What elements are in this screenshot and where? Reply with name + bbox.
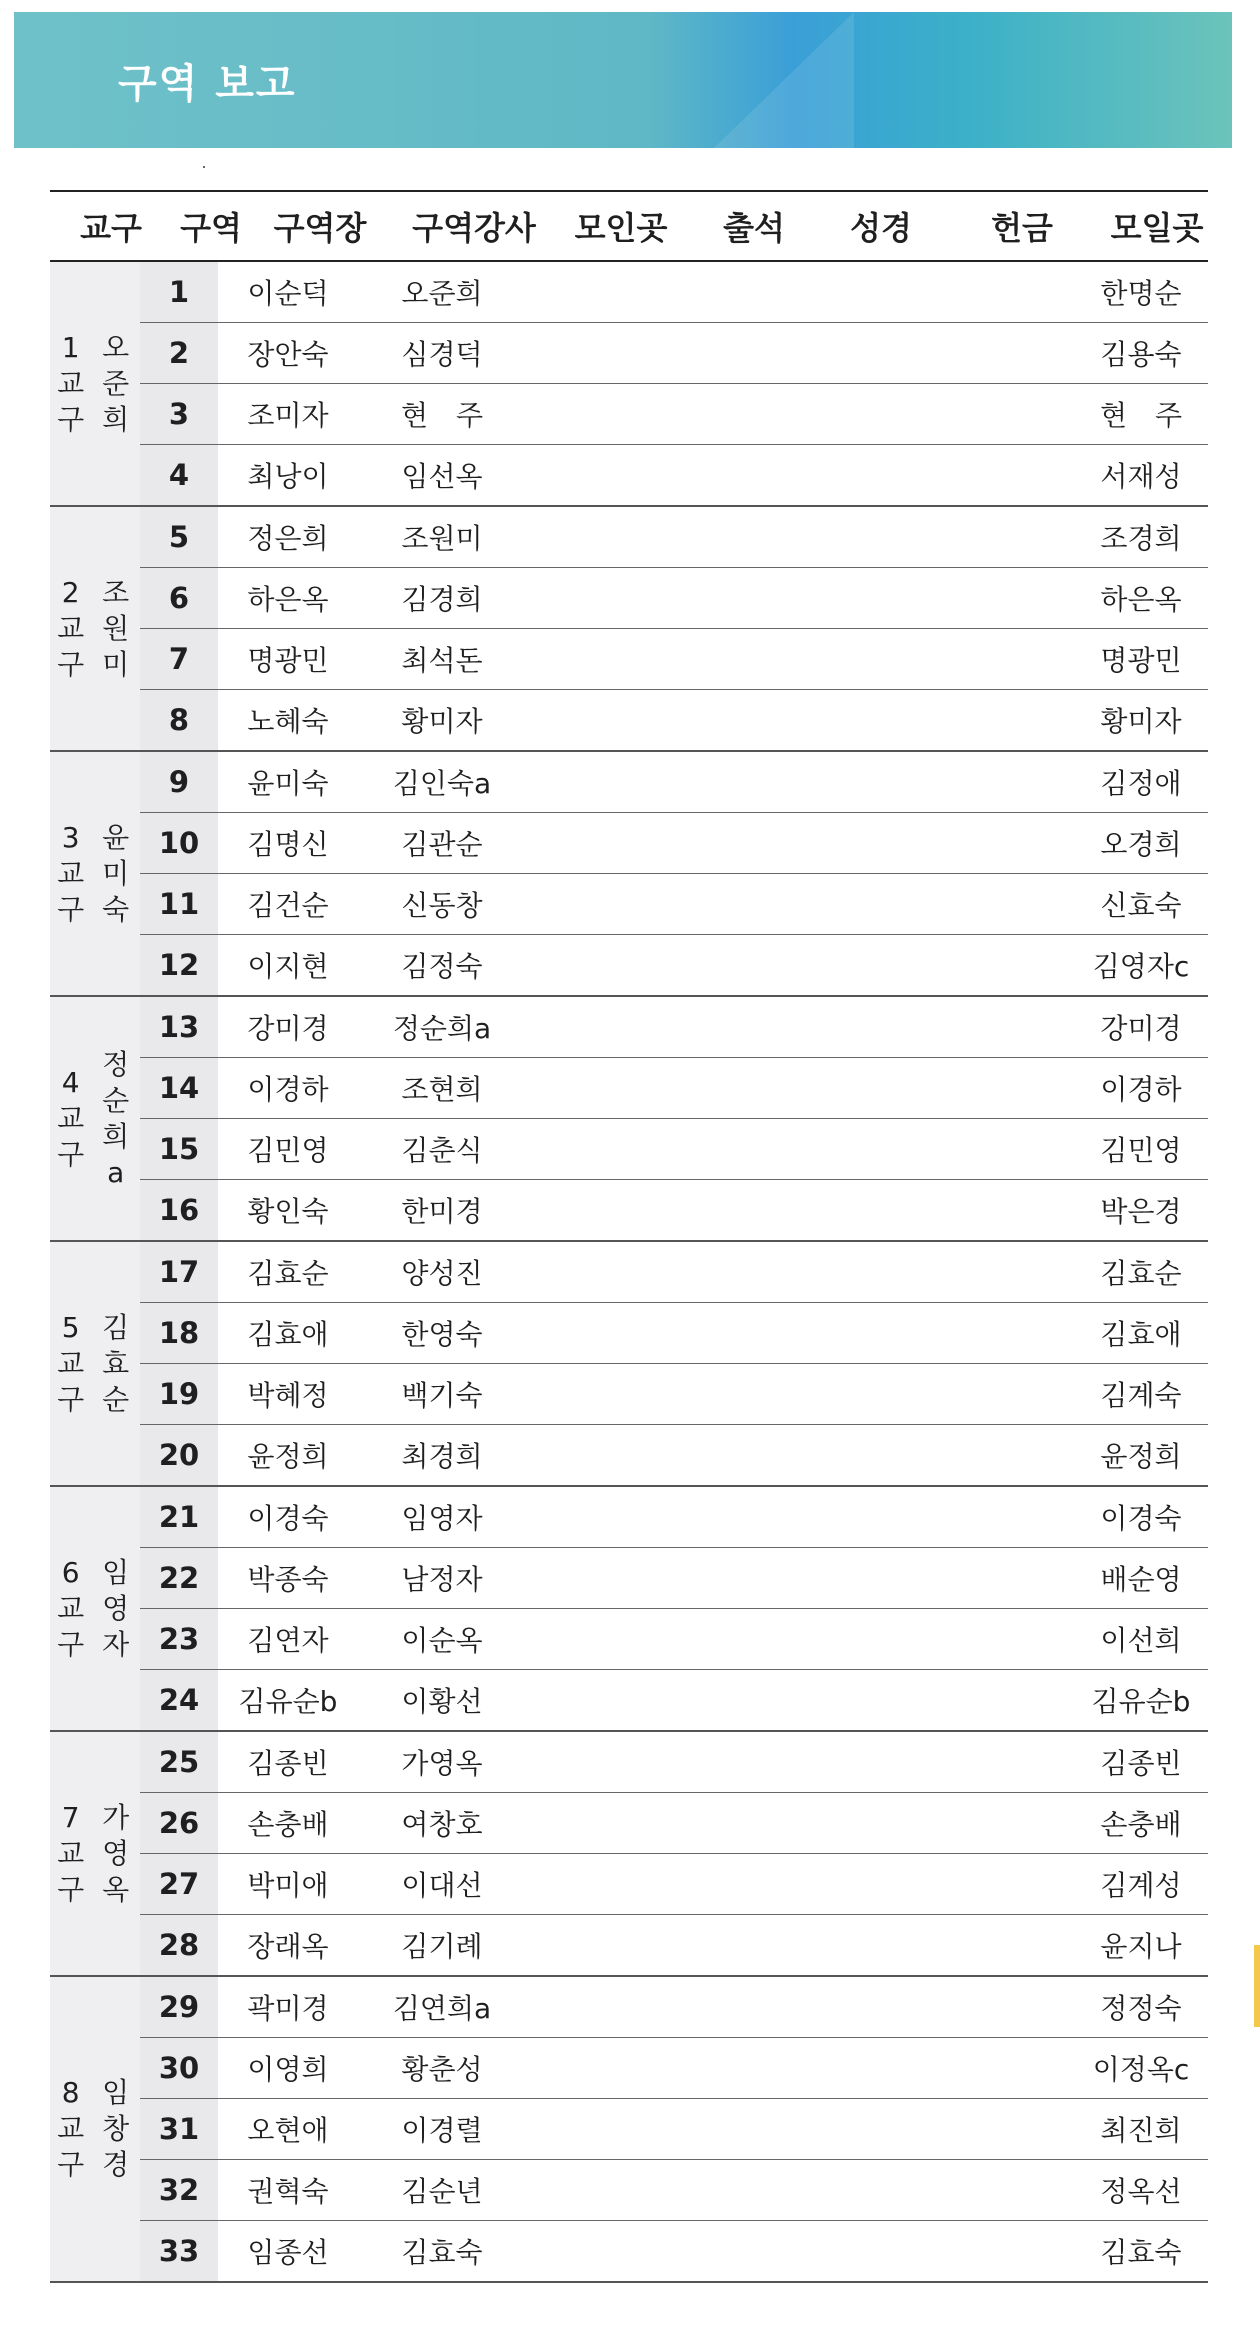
district-lecturer: 심경덕 xyxy=(401,338,483,371)
district-leader: 윤미숙 xyxy=(247,767,329,800)
parish-group xyxy=(50,1732,1208,1977)
district-number: 26 xyxy=(140,1793,218,1853)
district-lecturer: 황미자 xyxy=(401,705,483,738)
district-number: 33 xyxy=(140,2221,218,2281)
district-number: 12 xyxy=(140,935,218,995)
district-number: 30 xyxy=(140,2038,218,2098)
district-lecturer: 신동창 xyxy=(401,889,483,922)
next-meeting-place: 손충배 xyxy=(1100,1808,1182,1841)
table-body xyxy=(50,262,1208,2283)
parish-group xyxy=(50,1242,1208,1487)
header-lecturer: 구역강사 xyxy=(412,209,536,247)
next-meeting-place: 명광민 xyxy=(1100,644,1182,677)
table-row xyxy=(140,1793,1208,1854)
next-meeting-place: 이선희 xyxy=(1100,1624,1182,1657)
table-row xyxy=(140,935,1208,995)
district-lecturer: 조원미 xyxy=(401,522,483,555)
district-lecturer: 김경희 xyxy=(401,583,483,616)
pastor-char: 영 xyxy=(102,1836,130,1870)
table-row xyxy=(140,1180,1208,1240)
stray-dot xyxy=(203,166,205,168)
table-row xyxy=(140,874,1208,935)
pastor-label xyxy=(91,997,140,1240)
district-lecturer: 이경렬 xyxy=(401,2114,483,2147)
pastor-char: 미 xyxy=(102,856,130,890)
table-header xyxy=(50,192,1208,262)
next-meeting-place: 신효숙 xyxy=(1100,889,1182,922)
next-meeting-place: 서재성 xyxy=(1100,460,1182,493)
district-rows xyxy=(140,262,1208,505)
district-leader: 강미경 xyxy=(247,1012,329,1045)
table-row xyxy=(140,1670,1208,1730)
next-meeting-place: 이경하 xyxy=(1100,1073,1182,1106)
table-row xyxy=(140,507,1208,568)
parish-char: 6 xyxy=(61,1555,80,1589)
district-number: 24 xyxy=(140,1670,218,1730)
parish-group xyxy=(50,262,1208,507)
district-number: 9 xyxy=(140,752,218,812)
district-rows xyxy=(140,752,1208,995)
parish-char: 구 xyxy=(57,1872,85,1906)
district-lecturer: 여창호 xyxy=(401,1808,483,1841)
next-meeting-place: 정옥선 xyxy=(1100,2175,1182,2208)
next-meeting-place: 김정애 xyxy=(1100,767,1182,800)
district-lecturer: 임선옥 xyxy=(401,460,483,493)
district-lecturer: 한영숙 xyxy=(401,1318,483,1351)
next-meeting-place: 김영자c xyxy=(1092,950,1190,983)
district-number: 2 xyxy=(140,323,218,383)
district-number: 27 xyxy=(140,1854,218,1914)
district-lecturer: 이순옥 xyxy=(401,1624,483,1657)
next-meeting-place: 김계숙 xyxy=(1100,1379,1182,1412)
parish-group xyxy=(50,1487,1208,1732)
table-row xyxy=(140,2038,1208,2099)
next-meeting-place: 하은옥 xyxy=(1100,583,1182,616)
district-leader: 이영희 xyxy=(247,2053,329,2086)
district-number: 23 xyxy=(140,1609,218,1669)
district-leader: 권혁숙 xyxy=(247,2175,329,2208)
district-lecturer: 김효숙 xyxy=(401,2236,483,2269)
district-lecturer: 현 주 xyxy=(400,399,484,432)
table-row xyxy=(140,1854,1208,1915)
parish-group xyxy=(50,752,1208,997)
pastor-char: 영 xyxy=(102,1591,130,1625)
district-number: 29 xyxy=(140,1977,218,2037)
parish-char: 3 xyxy=(61,820,80,854)
pastor-label xyxy=(91,1977,140,2281)
district-lecturer: 한미경 xyxy=(401,1195,483,1228)
table-row xyxy=(140,1303,1208,1364)
header-parish: 교구 xyxy=(80,209,142,247)
table-row xyxy=(140,1548,1208,1609)
district-number: 10 xyxy=(140,813,218,873)
table-row xyxy=(140,2099,1208,2160)
district-leader: 손충배 xyxy=(247,1808,329,1841)
next-meeting-place: 한명순 xyxy=(1100,277,1182,310)
table-row xyxy=(140,1242,1208,1303)
district-lecturer: 임영자 xyxy=(401,1502,483,1535)
header-bible: 성경 xyxy=(850,209,912,247)
pastor-label xyxy=(91,507,140,750)
pastor-char: a xyxy=(107,1155,125,1189)
pastor-char: 희 xyxy=(102,402,130,436)
next-meeting-place: 현 주 xyxy=(1099,399,1183,432)
district-lecturer: 조현희 xyxy=(401,1073,483,1106)
district-number: 25 xyxy=(140,1732,218,1792)
pastor-char: 옥 xyxy=(102,1872,130,1906)
next-meeting-place: 오경희 xyxy=(1100,828,1182,861)
parish-char: 교 xyxy=(57,856,85,890)
parish-group xyxy=(50,997,1208,1242)
district-leader: 하은옥 xyxy=(247,583,329,616)
district-rows xyxy=(140,997,1208,1240)
parish-char: 교 xyxy=(57,1591,85,1625)
parish-char: 교 xyxy=(57,1836,85,1870)
district-leader: 박미애 xyxy=(247,1869,329,1902)
table-row xyxy=(140,1915,1208,1975)
district-number: 31 xyxy=(140,2099,218,2159)
table-row xyxy=(140,1487,1208,1548)
district-lecturer: 최경희 xyxy=(401,1440,483,1473)
pastor-char: 순 xyxy=(102,1083,130,1117)
header-next-place: 모일곳 xyxy=(1110,209,1204,247)
district-rows xyxy=(140,1977,1208,2281)
next-meeting-place: 김용숙 xyxy=(1100,338,1182,371)
district-number: 5 xyxy=(140,507,218,567)
pastor-label xyxy=(91,1732,140,1975)
pastor-char: 경 xyxy=(102,2148,130,2181)
district-lecturer: 김정숙 xyxy=(401,950,483,983)
district-leader: 장래옥 xyxy=(247,1930,329,1963)
pastor-label xyxy=(91,1487,140,1730)
district-lecturer: 김관순 xyxy=(401,828,483,861)
table-row xyxy=(140,384,1208,445)
parish-char: 1 xyxy=(61,330,80,364)
parish-char: 구 xyxy=(57,1382,85,1416)
parish-char: 교 xyxy=(57,1101,85,1135)
pastor-label xyxy=(91,752,140,995)
pastor-char: 미 xyxy=(102,647,130,681)
page-title: 구역 보고 xyxy=(118,61,297,107)
next-meeting-place: 윤정희 xyxy=(1100,1440,1182,1473)
table-row xyxy=(140,1364,1208,1425)
district-leader: 김유순b xyxy=(238,1685,338,1718)
parish-label xyxy=(50,1977,91,2281)
pastor-char: 임 xyxy=(102,2076,130,2109)
district-number: 17 xyxy=(140,1242,218,1302)
district-leader: 윤정희 xyxy=(247,1440,329,1473)
parish-char: 구 xyxy=(57,1627,85,1661)
district-number: 3 xyxy=(140,384,218,444)
district-report-table xyxy=(50,190,1208,2283)
next-meeting-place: 김효숙 xyxy=(1100,2236,1182,2269)
parish-char: 구 xyxy=(57,892,85,926)
district-number: 28 xyxy=(140,1915,218,1975)
district-leader: 김건순 xyxy=(247,889,329,922)
district-number: 13 xyxy=(140,997,218,1057)
pastor-char: 숙 xyxy=(102,892,130,926)
parish-label xyxy=(50,752,91,995)
table-row xyxy=(140,1609,1208,1670)
next-meeting-place: 강미경 xyxy=(1100,1012,1182,1045)
district-number: 7 xyxy=(140,629,218,689)
next-meeting-place: 이정옥c xyxy=(1092,2053,1190,2086)
district-number: 6 xyxy=(140,568,218,628)
next-meeting-place: 박은경 xyxy=(1100,1195,1182,1228)
next-meeting-place: 김종빈 xyxy=(1100,1747,1182,1780)
district-leader: 김효애 xyxy=(247,1318,329,1351)
district-leader: 박혜정 xyxy=(247,1379,329,1412)
district-lecturer: 최석돈 xyxy=(401,644,483,677)
district-leader: 김효순 xyxy=(247,1257,329,1290)
district-rows xyxy=(140,1242,1208,1485)
district-number: 19 xyxy=(140,1364,218,1424)
district-lecturer: 정순희a xyxy=(392,1012,492,1045)
next-meeting-place: 김효순 xyxy=(1100,1257,1182,1290)
pastor-char: 자 xyxy=(102,1627,130,1661)
next-meeting-place: 김계성 xyxy=(1100,1869,1182,1902)
next-meeting-place: 최진희 xyxy=(1100,2114,1182,2147)
district-leader: 최낭이 xyxy=(247,460,329,493)
next-meeting-place: 윤지나 xyxy=(1100,1930,1182,1963)
district-number: 8 xyxy=(140,690,218,750)
district-leader: 김명신 xyxy=(247,828,329,861)
district-lecturer: 가영옥 xyxy=(401,1747,483,1780)
parish-char: 구 xyxy=(57,647,85,681)
header-district: 구역 xyxy=(180,209,242,247)
district-lecturer: 남정자 xyxy=(401,1563,483,1596)
pastor-label xyxy=(91,1242,140,1485)
district-rows xyxy=(140,1732,1208,1975)
next-meeting-place: 정정숙 xyxy=(1100,1992,1182,2025)
district-lecturer: 이대선 xyxy=(401,1869,483,1902)
district-leader: 이순덕 xyxy=(247,277,329,310)
district-leader: 명광민 xyxy=(247,644,329,677)
district-leader: 김연자 xyxy=(247,1624,329,1657)
parish-char: 4 xyxy=(61,1065,80,1099)
table-row xyxy=(140,629,1208,690)
district-leader: 김종빈 xyxy=(247,1747,329,1780)
pastor-char: 임 xyxy=(102,1555,130,1589)
parish-char: 5 xyxy=(61,1310,80,1344)
district-leader: 곽미경 xyxy=(247,1992,329,2025)
table-row xyxy=(140,323,1208,384)
district-rows xyxy=(140,507,1208,750)
parish-group xyxy=(50,507,1208,752)
next-meeting-place: 김효애 xyxy=(1100,1318,1182,1351)
parish-label xyxy=(50,1242,91,1485)
table-row xyxy=(140,2160,1208,2221)
page-edge-tab xyxy=(1254,1945,1260,2027)
parish-label xyxy=(50,507,91,750)
parish-label xyxy=(50,1732,91,1975)
district-leader: 노혜숙 xyxy=(247,705,329,738)
district-number: 22 xyxy=(140,1548,218,1608)
pastor-char: 순 xyxy=(102,1382,130,1416)
district-number: 4 xyxy=(140,445,218,505)
table-row xyxy=(140,1977,1208,2038)
parish-char: 교 xyxy=(57,611,85,645)
district-number: 20 xyxy=(140,1425,218,1485)
table-row xyxy=(140,568,1208,629)
table-row xyxy=(140,690,1208,750)
district-lecturer: 김연희a xyxy=(392,1992,492,2025)
pastor-char: 김 xyxy=(102,1310,130,1344)
header-leader: 구역장 xyxy=(273,209,367,247)
pastor-char: 윤 xyxy=(102,820,130,854)
district-lecturer: 양성진 xyxy=(401,1257,483,1290)
district-number: 21 xyxy=(140,1487,218,1547)
pastor-char: 희 xyxy=(102,1119,130,1153)
district-lecturer: 이황선 xyxy=(401,1685,483,1718)
table-row xyxy=(140,1119,1208,1180)
parish-label xyxy=(50,997,91,1240)
district-leader: 조미자 xyxy=(247,399,329,432)
pastor-char: 오 xyxy=(102,330,130,364)
pastor-char: 준 xyxy=(102,366,130,400)
district-leader: 박종숙 xyxy=(247,1563,329,1596)
table-row xyxy=(140,997,1208,1058)
next-meeting-place: 조경희 xyxy=(1100,522,1182,555)
district-leader: 장안숙 xyxy=(247,338,329,371)
table-row xyxy=(140,2221,1208,2281)
district-number: 32 xyxy=(140,2160,218,2220)
table-row xyxy=(140,445,1208,505)
table-row xyxy=(140,813,1208,874)
district-lecturer: 김인숙a xyxy=(392,767,492,800)
table-row xyxy=(140,1425,1208,1485)
pastor-char: 효 xyxy=(102,1346,130,1380)
parish-char: 구 xyxy=(57,2148,85,2181)
parish-char: 구 xyxy=(57,402,85,436)
pastor-label xyxy=(91,262,140,505)
table-row xyxy=(140,752,1208,813)
parish-char: 교 xyxy=(57,1346,85,1380)
next-meeting-place: 김유순b xyxy=(1091,1685,1191,1718)
pastor-char: 원 xyxy=(102,611,130,645)
parish-label xyxy=(50,1487,91,1730)
header-offering: 헌금 xyxy=(991,209,1053,247)
table-row xyxy=(140,1058,1208,1119)
parish-char: 교 xyxy=(57,366,85,400)
district-lecturer: 백기숙 xyxy=(401,1379,483,1412)
district-lecturer: 김기례 xyxy=(401,1930,483,1963)
next-meeting-place: 김민영 xyxy=(1100,1134,1182,1167)
district-number: 15 xyxy=(140,1119,218,1179)
district-number: 16 xyxy=(140,1180,218,1240)
header-met-place: 모인곳 xyxy=(574,209,668,247)
parish-group xyxy=(50,1977,1208,2283)
district-number: 11 xyxy=(140,874,218,934)
district-number: 1 xyxy=(140,262,218,322)
header-banner xyxy=(14,12,1232,148)
pastor-char: 가 xyxy=(102,1800,130,1834)
district-leader: 황인숙 xyxy=(247,1195,329,1228)
district-number: 18 xyxy=(140,1303,218,1363)
parish-char: 구 xyxy=(57,1137,85,1171)
district-number: 14 xyxy=(140,1058,218,1118)
parish-char: 2 xyxy=(61,575,80,609)
district-lecturer: 김춘식 xyxy=(401,1134,483,1167)
district-leader: 이경숙 xyxy=(247,1502,329,1535)
parish-char: 7 xyxy=(61,1800,80,1834)
district-leader: 김민영 xyxy=(247,1134,329,1167)
district-leader: 이지현 xyxy=(247,950,329,983)
district-leader: 임종선 xyxy=(247,2236,329,2269)
next-meeting-place: 이경숙 xyxy=(1100,1502,1182,1535)
next-meeting-place: 배순영 xyxy=(1100,1563,1182,1596)
district-leader: 정은희 xyxy=(247,522,329,555)
parish-char: 8 xyxy=(61,2076,80,2109)
next-meeting-place: 황미자 xyxy=(1100,705,1182,738)
pastor-char: 조 xyxy=(102,575,130,609)
district-lecturer: 오준희 xyxy=(401,277,483,310)
district-lecturer: 김순년 xyxy=(401,2175,483,2208)
district-lecturer: 황춘성 xyxy=(401,2053,483,2086)
table-row xyxy=(140,1732,1208,1793)
parish-label xyxy=(50,262,91,505)
pastor-char: 창 xyxy=(102,2112,130,2145)
district-rows xyxy=(140,1487,1208,1730)
table-row xyxy=(140,262,1208,323)
header-attendance: 출석 xyxy=(723,209,785,247)
pastor-char: 정 xyxy=(102,1047,130,1081)
district-leader: 오현애 xyxy=(247,2114,329,2147)
district-leader: 이경하 xyxy=(247,1073,329,1106)
parish-char: 교 xyxy=(57,2112,85,2145)
